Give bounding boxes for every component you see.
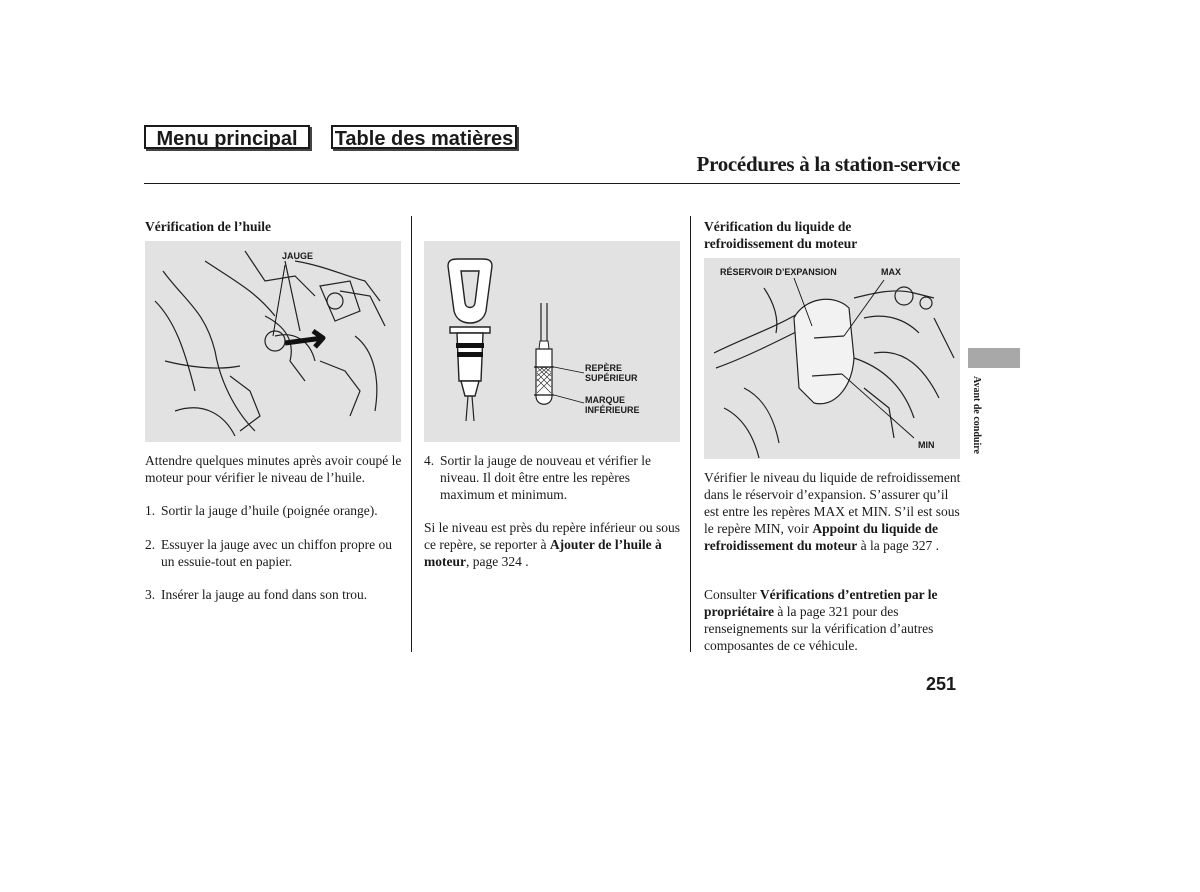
step-text: Sortir la jauge de nouveau et vérifier le niveau. Il doit être entre les repères maximum et minimum. (440, 453, 652, 502)
step-text: Essuyer la jauge avec un chiffon propre ou un essuie-tout en papier. (161, 537, 393, 569)
add-oil-reference: Ajouter de l’huile à moteur (424, 537, 662, 569)
step-4 (424, 452, 686, 503)
coolant-reservoir-figure (704, 258, 960, 459)
maintenance-text-end: à la page 321 pour des renseignements sur la vérification d’autres composantes de ce véhicule. (704, 604, 934, 653)
engine-oil-dipstick-figure (145, 241, 401, 442)
low-oil-text-end: , page 324 . (465, 554, 529, 569)
coolant-text-end: à la page 327 . (857, 538, 939, 553)
coolant-heading-line-2: refroidissement du moteur (704, 236, 858, 251)
marque-label-2: INFÉRIEURE (585, 405, 640, 415)
step-text: Insérer la jauge au fond dans son trou. (161, 587, 368, 602)
step-3 (145, 586, 407, 603)
low-oil-text-start: Si le niveau est près du repère inférieur ou sous ce repère, se reporter à (424, 520, 681, 552)
step-number: 3. (145, 587, 156, 602)
dipstick-drawing (424, 241, 680, 442)
max-label: MAX (881, 267, 901, 277)
engine-drawing (145, 241, 401, 442)
section-tab-marker (968, 348, 1020, 368)
repere-label-2: SUPÉRIEUR (585, 373, 638, 383)
step-1 (145, 502, 407, 519)
section-side-label: Avant de conduire (971, 376, 982, 454)
oil-check-heading: Vérification de l’huile (145, 219, 271, 234)
table-des-matieres-button[interactable]: Table des matières (331, 125, 517, 149)
reservoir-label: RÉSERVOIR D’EXPANSION (720, 267, 837, 277)
oil-intro-text: Attendre quelques minutes après avoir coupé le moteur pour vérifier le niveau de l’huile. (145, 453, 402, 485)
jauge-label: JAUGE (282, 251, 314, 261)
dipstick-marks-figure (424, 241, 680, 442)
coolant-text (704, 469, 966, 554)
column-divider-2 (690, 216, 691, 652)
min-label: MIN (918, 440, 935, 450)
page-number: 251 (926, 674, 957, 694)
page-title: Procédures à la station-service (696, 152, 960, 176)
step-2 (145, 536, 407, 570)
coolant-heading-line-1: Vérification du liquide de (704, 219, 852, 234)
repere-label-1: REPÈRE (585, 363, 623, 373)
marque-label-1: MARQUE (585, 395, 625, 405)
step-number: 4. (424, 453, 435, 468)
owner-maintenance-reference: Vérifications d’entretien par le propriétaire (704, 587, 938, 619)
coolant-text-start: Vérifier le niveau du liquide de refroidissement dans le réservoir d’expansion. S’assurer qu’il est entre les repères MAX et MIN. S’il est sous le repère MIN, voir (704, 470, 961, 536)
maintenance-text-start: Consulter (704, 587, 760, 602)
coolant-refill-reference: Appoint du liquide de refroidissement du moteur (704, 521, 939, 553)
step-number: 2. (145, 537, 156, 552)
coolant-drawing (704, 258, 960, 459)
menu-principal-button[interactable]: Menu principal (144, 125, 310, 149)
low-oil-text (424, 519, 686, 570)
maintenance-text (704, 586, 966, 654)
step-text: Sortir la jauge d’huile (poignée orange). (161, 503, 378, 518)
step-number: 1. (145, 503, 156, 518)
header-rule (144, 183, 960, 184)
column-divider-1 (411, 216, 412, 652)
